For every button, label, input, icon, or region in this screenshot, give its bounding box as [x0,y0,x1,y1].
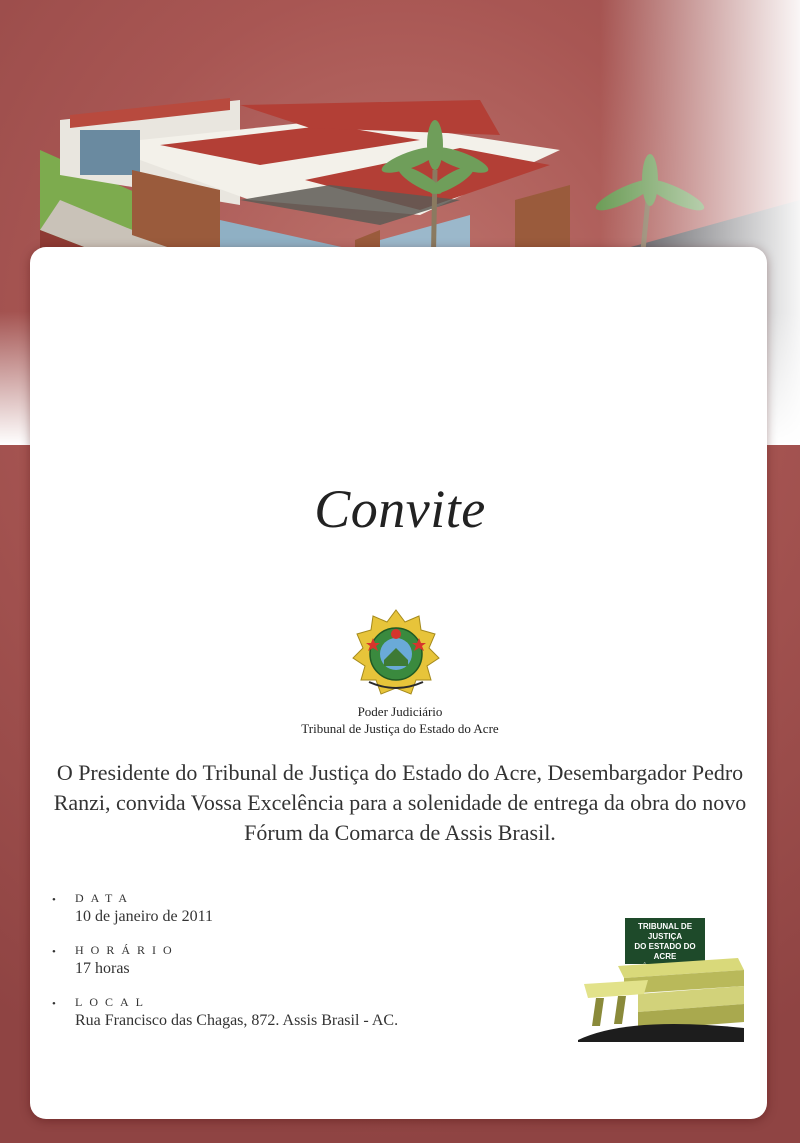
time-value: 17 horas [75,960,130,977]
illustration-overlap [30,247,767,447]
organization-block [0,703,800,737]
tribunal-logo-line2: DO ESTADO DO ACRE [634,942,696,961]
place-label: LOCAL [75,995,150,1009]
coat-of-arms-icon [351,608,441,700]
bullet-icon: • [52,946,56,958]
bullet-icon: • [52,998,56,1010]
date-label: DATA [75,891,135,905]
invitation-title: Convite [314,479,486,539]
bullet-icon: • [52,894,56,906]
invitation-text: O Presidente do Tribunal de Justiça do Estado do Acre, Desembargador Pedro Ranzi, convida Vossa Excelência para a solenidade de entrega da obra do novo Fórum da Comarca de Assis Brasil. [53,760,747,845]
place-item [52,994,532,1032]
date-value: 10 de janeiro de 2011 [75,908,214,925]
building-logo-icon [578,956,744,1042]
time-label: HORÁRIO [75,943,179,957]
date-item [52,890,532,928]
organization-line2: Tribunal de Justiça do Estado do Acre [301,721,499,736]
tribunal-logo-line1: TRIBUNAL DE JUSTIÇA [637,922,693,941]
organization-line1: Poder Judiciário [357,704,443,719]
place-value: Rua Francisco das Chagas, 872. Assis Brasil - AC. [75,1012,399,1029]
tribunal-building-logo [578,918,744,1042]
event-details [52,890,532,1046]
time-item [52,942,532,980]
